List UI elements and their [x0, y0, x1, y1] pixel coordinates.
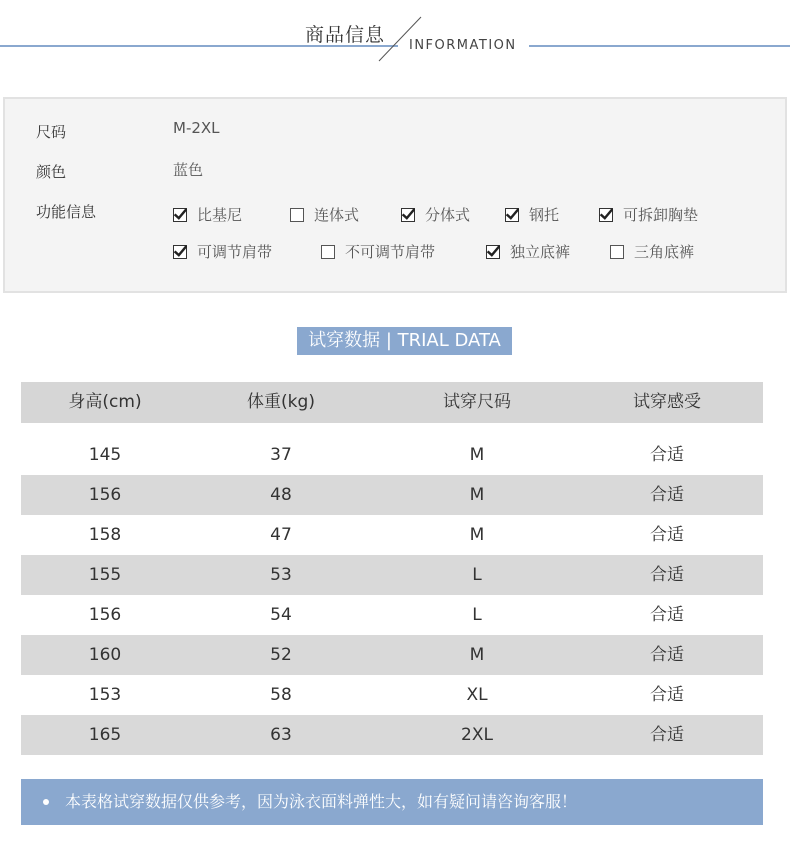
feature-option	[173, 204, 242, 225]
checkbox-checked-icon	[486, 245, 500, 259]
table-cell: 合适	[650, 645, 684, 665]
header-divider-right	[529, 45, 790, 47]
product-info-panel	[3, 97, 787, 293]
feature-option	[401, 204, 470, 225]
table-cell: 合适	[650, 685, 684, 705]
table-cell: 37	[270, 445, 292, 465]
table-row	[21, 715, 763, 755]
column-header: 试穿感受	[633, 392, 701, 412]
feature-option	[599, 204, 698, 225]
feature-option-label: 连体式	[314, 206, 360, 224]
table-cell: 47	[270, 525, 292, 545]
table-cell: 156	[88, 605, 122, 625]
table-cell: 合适	[650, 725, 684, 745]
table-row	[21, 555, 763, 595]
table-cell: L	[472, 605, 482, 625]
table-cell: M	[469, 525, 485, 545]
table-cell: 156	[88, 485, 122, 505]
table-row	[21, 435, 763, 475]
feature-option-label: 分体式	[425, 206, 471, 224]
checkbox-unchecked-icon	[290, 208, 304, 222]
table-cell: 合适	[650, 525, 684, 545]
size-label: 尺码	[36, 123, 67, 141]
table-header	[21, 382, 763, 423]
section-title-cn: 商品信息	[305, 24, 386, 46]
table-cell: 53	[270, 565, 292, 585]
feature-option	[486, 241, 570, 262]
table-cell: M	[469, 485, 485, 505]
disclaimer-note	[21, 779, 763, 825]
color-label: 颜色	[36, 163, 67, 181]
table-cell: 155	[88, 565, 122, 585]
table-cell: 160	[88, 645, 122, 665]
feature-option-label: 独立底裤	[510, 243, 571, 261]
feature-option	[321, 241, 435, 262]
features-label: 功能信息	[36, 203, 97, 221]
checkbox-checked-icon	[173, 208, 187, 222]
feature-option	[505, 204, 559, 225]
table-cell: 48	[270, 485, 292, 505]
table-row	[21, 475, 763, 515]
table-row	[21, 595, 763, 635]
feature-option-label: 不可调节肩带	[345, 243, 436, 261]
table-row	[21, 515, 763, 555]
table-cell: L	[472, 565, 482, 585]
table-cell: 54	[270, 605, 292, 625]
table-cell: 165	[88, 725, 122, 745]
feature-option-label: 钢托	[529, 206, 560, 224]
table-cell: 合适	[650, 485, 684, 505]
checkbox-checked-icon	[173, 245, 187, 259]
table-cell: 158	[88, 525, 122, 545]
disclaimer-text: 本表格试穿数据仅供参考，因为泳衣面料弹性大，如有疑问请咨询客服！	[65, 792, 578, 811]
feature-option-label: 可拆卸胸垫	[623, 206, 699, 224]
feature-option-label: 比基尼	[197, 206, 243, 224]
bullet-icon	[43, 799, 49, 805]
table-cell: 52	[270, 645, 292, 665]
table-row	[21, 675, 763, 715]
table-cell: 合适	[650, 565, 684, 585]
table-cell: 合适	[650, 605, 684, 625]
table-cell: 63	[270, 725, 292, 745]
column-header: 试穿尺码	[443, 392, 511, 412]
table-cell: 58	[270, 685, 292, 705]
trial-data-title: 试穿数据 | TRIAL DATA	[297, 327, 512, 355]
table-cell: 2XL	[461, 725, 493, 745]
checkbox-checked-icon	[401, 208, 415, 222]
color-value: 蓝色	[173, 161, 204, 179]
table-cell: M	[469, 645, 485, 665]
checkbox-checked-icon	[599, 208, 613, 222]
size-value: M-2XL	[173, 119, 220, 137]
column-header: 体重(kg)	[247, 392, 315, 412]
checkbox-unchecked-icon	[321, 245, 335, 259]
table-cell: M	[469, 445, 485, 465]
table-cell: 合适	[650, 445, 684, 465]
checkbox-unchecked-icon	[610, 245, 624, 259]
feature-option	[290, 204, 359, 225]
feature-option	[610, 241, 694, 262]
feature-option-label: 可调节肩带	[197, 243, 273, 261]
checkbox-checked-icon	[505, 208, 519, 222]
table-cell: 145	[88, 445, 122, 465]
section-title-en: INFORMATION	[409, 38, 517, 53]
table-cell: XL	[466, 685, 488, 705]
table-row	[21, 635, 763, 675]
table-cell: 153	[88, 685, 122, 705]
column-header: 身高(cm)	[68, 392, 142, 412]
feature-option	[173, 241, 272, 262]
feature-option-label: 三角底裤	[634, 243, 695, 261]
